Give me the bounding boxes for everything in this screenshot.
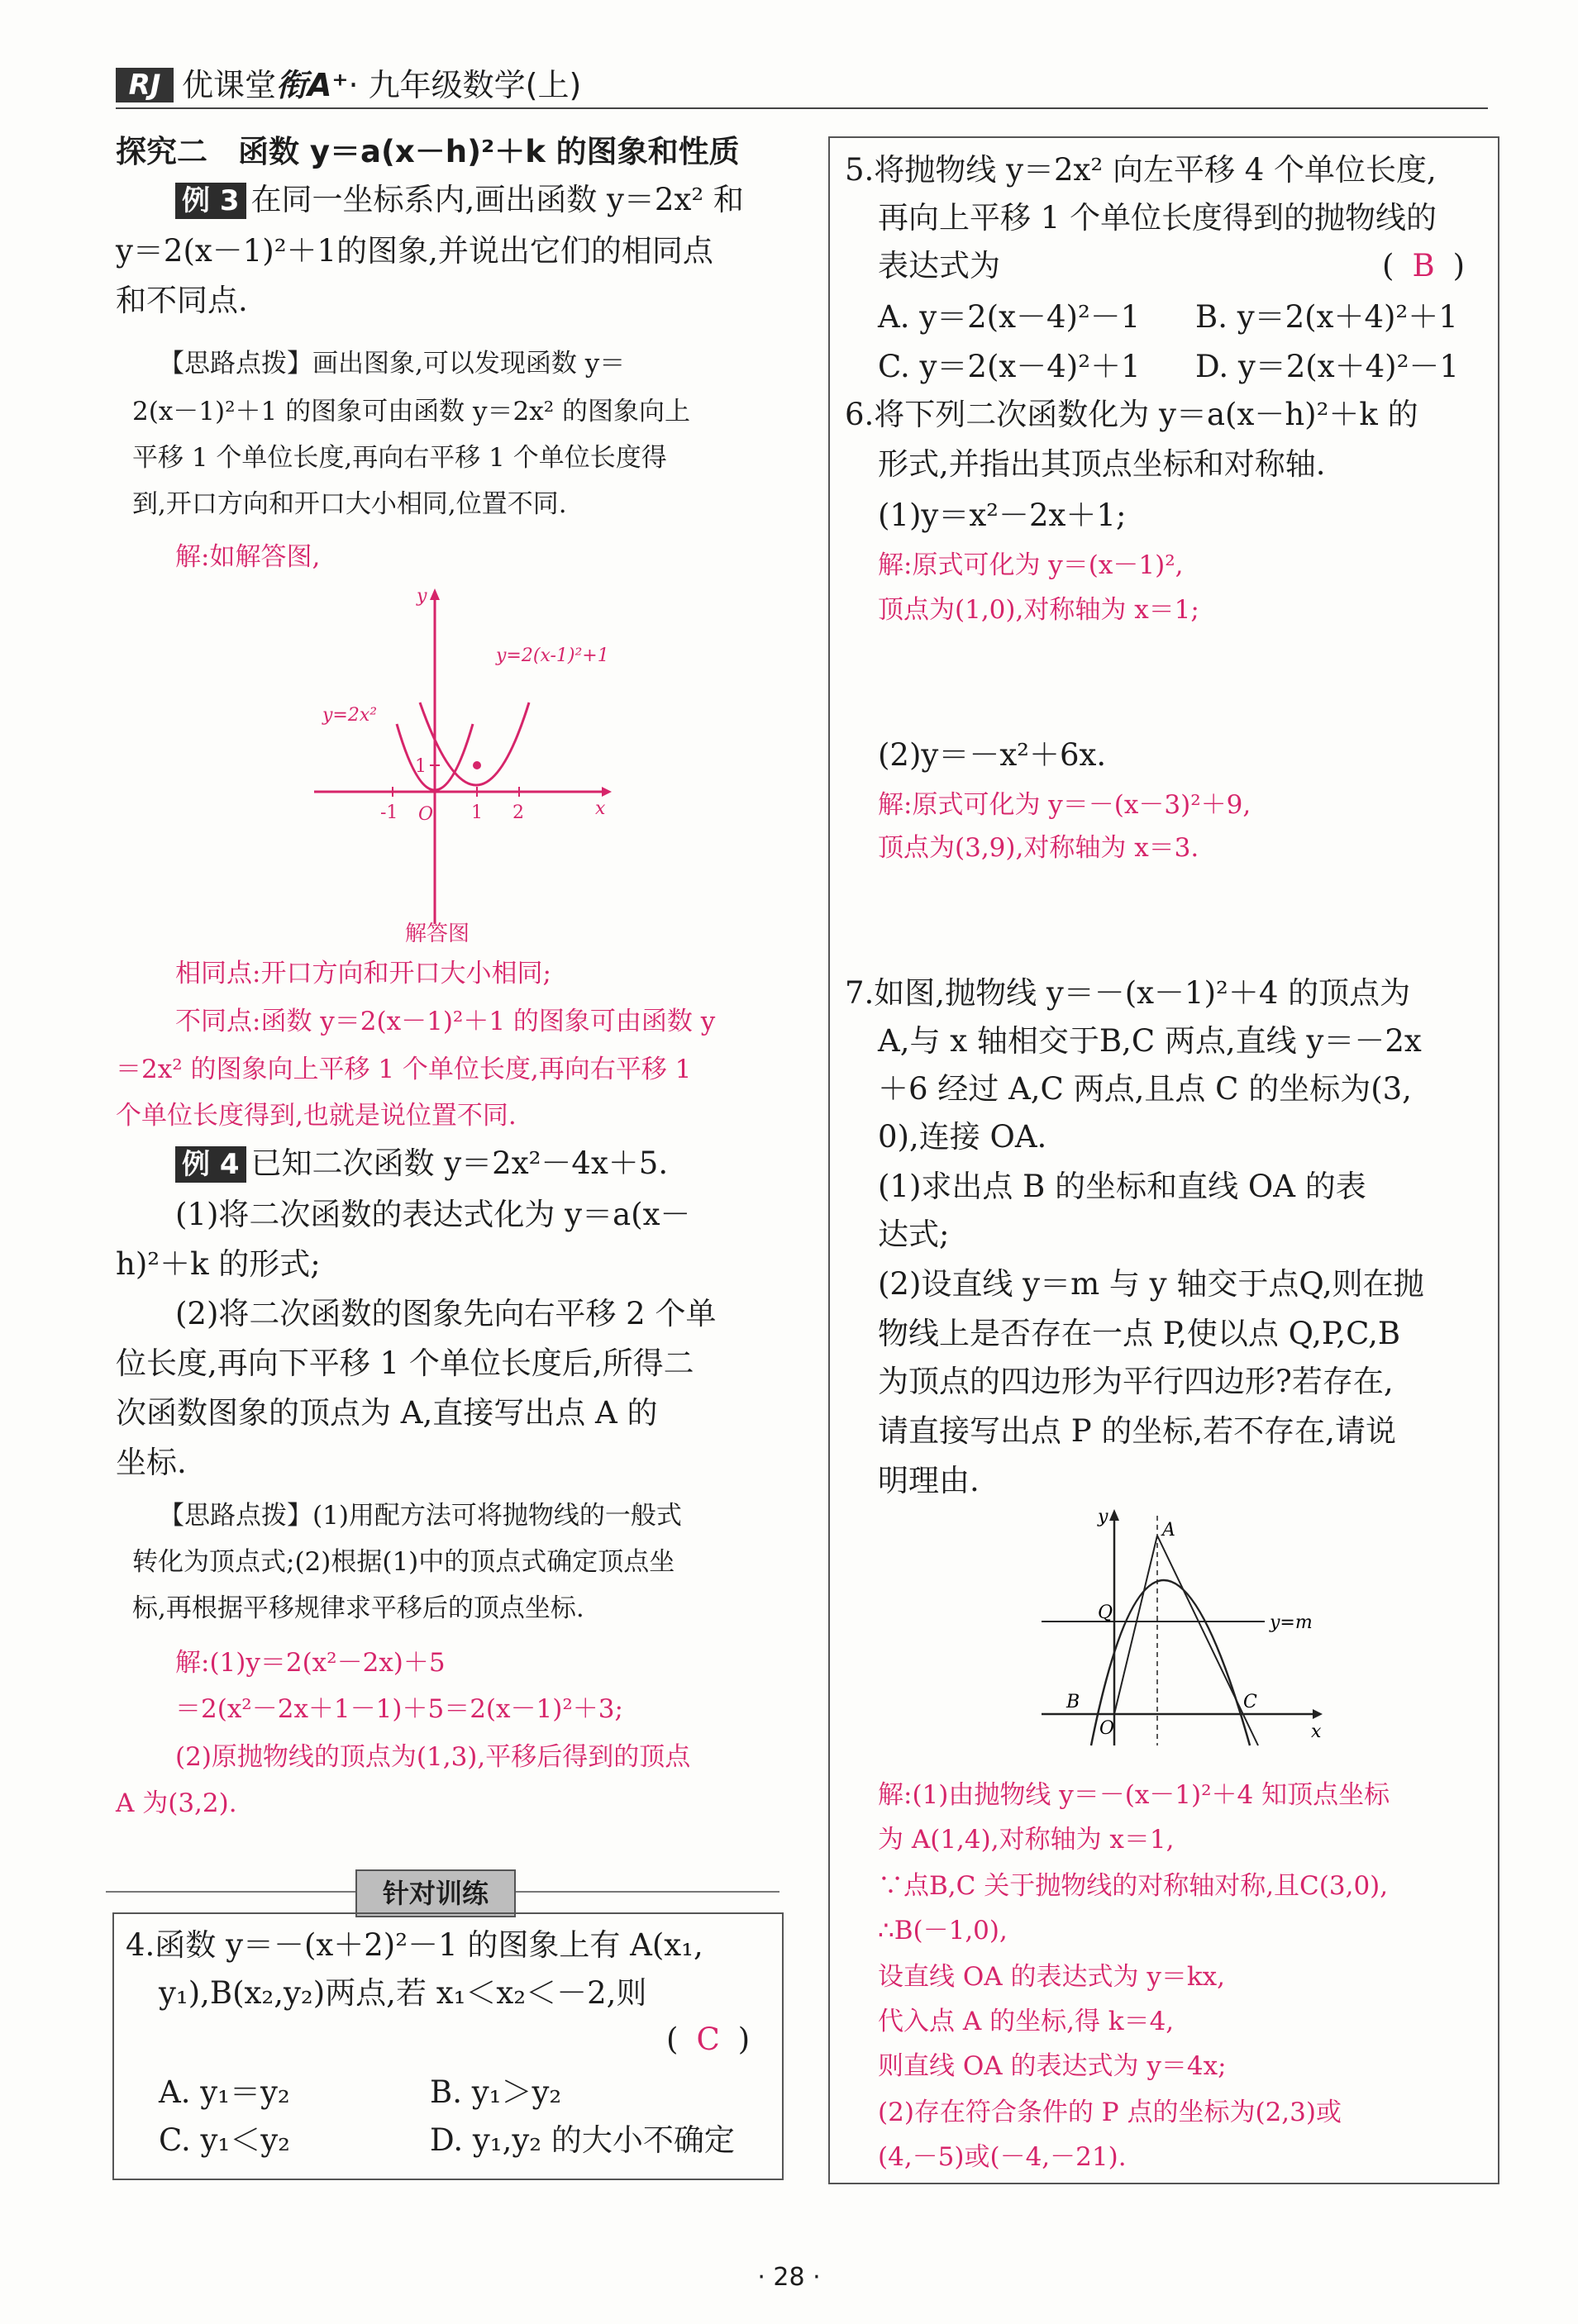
q7-line-10: 请直接写出点 P 的坐标,若不存在,请说 — [878, 1413, 1396, 1449]
graph-tick-label-1: 1 — [471, 802, 483, 823]
q7-solution-7: 则直线 OA 的表达式为 y＝4x; — [878, 2051, 1227, 2081]
example3-line-2: y＝2(x－1)²＋1的图象,并说出它们的相同点 — [116, 233, 713, 269]
q7-line-3: ＋6 经过 A,C 两点,且点 C 的坐标为(3, — [878, 1071, 1412, 1107]
q7-line-9: 为顶点的四边形为平行四边形?若存在, — [878, 1364, 1394, 1399]
q7-label-c: C — [1243, 1692, 1257, 1712]
graph-tick-label-y1: 1 — [415, 756, 427, 777]
q4-option-b: B. y₁＞y₂ — [430, 2074, 562, 2110]
q7-label-b: B — [1066, 1692, 1080, 1712]
q5-line-2: 再向上平移 1 个单位长度得到的抛物线的 — [878, 200, 1437, 236]
q7-x-arrow — [1313, 1709, 1323, 1719]
example4-line-6: 次函数图象的顶点为 A,直接写出点 A 的 — [116, 1395, 658, 1431]
header-series: 优课堂 — [182, 67, 277, 103]
q7-solution-1: 解:(1)由抛物线 y＝－(x－1)²＋4 知顶点坐标 — [878, 1780, 1390, 1810]
example4-line-2: (1)将二次函数的表达式化为 y＝a(x－ — [175, 1197, 691, 1232]
q7-solution-2: 为 A(1,4),对称轴为 x＝1, — [878, 1825, 1175, 1855]
q4-option-c: C. y₁＜y₂ — [159, 2122, 290, 2158]
graph-curve-shifted — [420, 702, 529, 785]
q7-line-oa — [1114, 1536, 1157, 1714]
q7-solution-6: 代入点 A 的坐标,得 k＝4, — [878, 2007, 1175, 2036]
example4-badge: 例 4 — [175, 1146, 246, 1183]
header-rule — [116, 107, 1488, 109]
q7-line-6: 达式; — [878, 1217, 950, 1252]
q7-y-arrow — [1109, 1509, 1119, 1521]
example3-solution-intro: 解:如解答图, — [175, 542, 321, 572]
q6-solution-2b: 顶点为(3,9),对称轴为 x＝3. — [878, 833, 1199, 863]
example4-solution-2: ＝2(x²－2x＋1－1)＋5＝2(x－1)²＋3; — [175, 1694, 623, 1724]
graph-tick-label-m1: -1 — [380, 802, 398, 823]
q6-solution-1a: 解:原式可化为 y＝(x－1)², — [878, 550, 1184, 580]
example4-line-5: 位长度,再向下平移 1 个单位长度后,所得二 — [116, 1345, 694, 1381]
graph-origin-label: O — [418, 804, 434, 825]
q7-line-2: A,与 x 轴相交于B,C 两点,直线 y＝－2x — [878, 1023, 1422, 1059]
example4-solution-3: (2)原抛物线的顶点为(1,3),平移后得到的顶点 — [175, 1742, 691, 1772]
q5-line-3: 表达式为 — [878, 248, 1000, 283]
q7-label-y: y — [1098, 1507, 1108, 1527]
example4-line-7: 坐标. — [116, 1445, 187, 1480]
example3-badge: 例 3 — [175, 183, 246, 219]
graph-x-label: x — [595, 798, 606, 819]
q4-option-d: D. y₁,y₂ 的大小不确定 — [430, 2122, 735, 2158]
q7-label-a: A — [1162, 1520, 1175, 1541]
example3-line-1 — [175, 180, 744, 220]
q5-line-1: 5.将抛物线 y＝2x² 向左平移 4 个单位长度, — [845, 152, 1437, 188]
q6-solution-1b: 顶点为(1,0),对称轴为 x＝1; — [878, 595, 1199, 625]
q5-answer-value: B — [1412, 248, 1435, 283]
example4-line-1 — [175, 1144, 668, 1183]
example3-graph — [298, 579, 628, 942]
q7-solution-4: ∴B(－1,0), — [878, 1916, 1008, 1945]
graph-label-y2x2: y=2x² — [322, 705, 378, 726]
q7-line-7: (2)设直线 y＝m 与 y 轴交于点Q,则在抛 — [878, 1266, 1424, 1302]
q7-graph — [1033, 1506, 1347, 1754]
q5-answer: ( B ) — [1382, 248, 1466, 283]
header-brand: 衔A⁺ — [276, 67, 349, 103]
q4-line-2: y₁),B(x₂,y₂)两点,若 x₁＜x₂＜－2,则 — [159, 1975, 647, 2011]
section-title: 探究二 函数 y＝a(x－h)²＋k 的图象和性质 — [116, 134, 740, 169]
graph-label-shifted: y=2(x-1)²+1 — [496, 645, 609, 666]
example3-text-1: 在同一坐标系内,画出函数 y＝2x² 和 — [250, 182, 744, 217]
example4-text-1: 已知二次函数 y＝2x²－4x＋5. — [250, 1145, 669, 1181]
q7-line-1: 7.如图,抛物线 y＝－(x－1)²＋4 的顶点为 — [845, 975, 1411, 1011]
q7-line-4: 0),连接 OA. — [878, 1119, 1047, 1155]
example3-line-3: 和不同点. — [116, 283, 248, 318]
q5-option-d: D. y＝2(x＋4)²－1 — [1195, 349, 1459, 384]
example4-line-4: (2)将二次函数的图象先向右平移 2 个单 — [175, 1296, 717, 1331]
q6-part-1: (1)y＝x²－2x＋1; — [878, 498, 1127, 533]
example3-answer-1: 相同点:开口方向和开口大小相同; — [175, 959, 551, 988]
example4-tip-1: 【思路点拨】(1)用配方法可将抛物线的一般式 — [159, 1501, 682, 1531]
example4-tip-2: 转化为顶点式;(2)根据(1)中的顶点式确定顶点坐 — [132, 1547, 675, 1577]
example4-solution-4: A 为(3,2). — [116, 1788, 237, 1818]
rj-logo: RJ — [116, 68, 174, 102]
example3-tip-2: 2(x－1)²＋1 的图象可由函数 y＝2x² 的图象向上 — [132, 397, 690, 426]
q6-solution-2a: 解:原式可化为 y＝－(x－3)²＋9, — [878, 790, 1251, 820]
graph-x-arrow — [602, 787, 612, 797]
q7-solution-5: 设直线 OA 的表达式为 y＝kx, — [878, 1962, 1225, 1992]
example3-answer-4: 个单位长度得到,也就是说位置不同. — [116, 1101, 517, 1131]
q4-line-1: 4.函数 y＝－(x＋2)²－1 的图象上有 A(x₁, — [126, 1927, 703, 1963]
page-number: · 28 · — [757, 2263, 821, 2292]
example3-answer-2: 不同点:函数 y＝2(x－1)²＋1 的图象可由函数 y — [175, 1007, 716, 1036]
q4-answer: ( C ) — [666, 2022, 751, 2057]
header-book: · 九年级数学(上) — [348, 67, 582, 103]
q7-label-q: Q — [1098, 1603, 1113, 1623]
q6-line-1: 6.将下列二次函数化为 y＝a(x－h)²＋k 的 — [845, 397, 1418, 432]
example3-tip-4: 到,开口方向和开口大小相同,位置不同. — [132, 489, 567, 519]
q7-solution-8: (2)存在符合条件的 P 点的坐标为(2,3)或 — [878, 2098, 1342, 2127]
graph-y-label: y — [417, 586, 427, 607]
example4-solution-1: 解:(1)y＝2(x²－2x)＋5 — [175, 1648, 446, 1678]
q7-line-8: 物线上是否存在一点 P,使以点 Q,P,C,B — [878, 1316, 1401, 1351]
q7-line-11: 明理由. — [878, 1463, 980, 1498]
q5-option-b: B. y＝2(x＋4)²＋1 — [1195, 299, 1458, 335]
q6-line-2: 形式,并指出其顶点坐标和对称轴. — [878, 446, 1326, 482]
q7-solution-3: ∵点B,C 关于抛物线的对称轴对称,且C(3,0), — [878, 1871, 1389, 1901]
q7-solution-9: (4,－5)或(－4,－21). — [878, 2142, 1127, 2172]
example4-tip-3: 标,再根据平移规律求平移后的顶点坐标. — [132, 1593, 584, 1623]
q7-label-ym: y=m — [1270, 1612, 1313, 1633]
graph-vertex-point — [473, 761, 481, 769]
q5-option-a: A. y＝2(x－4)²－1 — [878, 299, 1141, 335]
example3-tip-3: 平移 1 个单位长度,再向右平移 1 个单位长度得 — [132, 443, 667, 473]
graph-tick-label-2: 2 — [512, 802, 524, 823]
q7-line-5: (1)求出点 B 的坐标和直线 OA 的表 — [878, 1169, 1366, 1204]
q7-label-x: x — [1311, 1722, 1322, 1742]
graph-caption: 解答图 — [405, 922, 470, 942]
example3-tip-1: 【思路点拨】画出图象,可以发现函数 y＝ — [159, 349, 626, 379]
q4-answer-value: C — [696, 2022, 720, 2057]
q4-option-a: A. y₁＝y₂ — [159, 2074, 290, 2110]
example4-line-3: h)²＋k 的形式; — [116, 1246, 321, 1282]
training-title: 针对训练 — [355, 1869, 516, 1917]
graph-y-arrow — [430, 588, 440, 600]
header-title — [182, 66, 581, 104]
q7-label-o: O — [1099, 1718, 1115, 1739]
example3-answer-3: ＝2x² 的图象向上平移 1 个单位长度,再向右平移 1 — [116, 1055, 692, 1084]
q5-option-c: C. y＝2(x－4)²＋1 — [878, 349, 1141, 384]
q6-part-2: (2)y＝－x²＋6x. — [878, 737, 1107, 773]
